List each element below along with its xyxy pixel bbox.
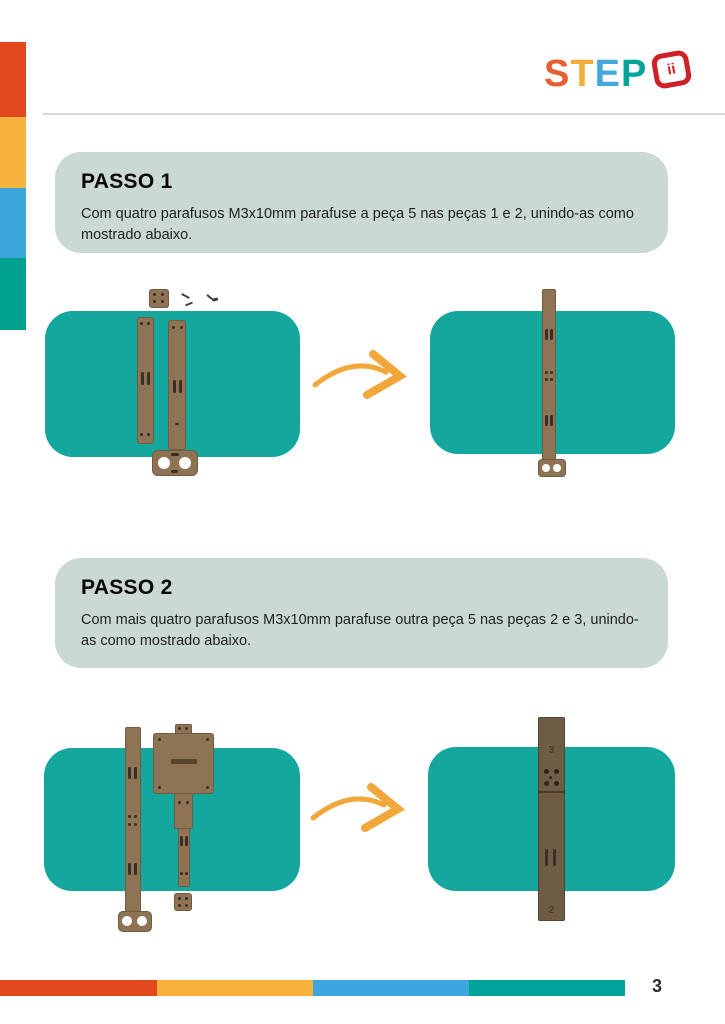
footer-accent-bar: [0, 980, 625, 996]
logo-letter: T: [570, 53, 595, 95]
header-divider: [43, 113, 725, 115]
left-accent-strip: [0, 42, 26, 330]
footer-block-orange: [0, 980, 157, 996]
piece-1-strip: [137, 317, 154, 444]
base-piece: [538, 459, 566, 477]
screw-icon: [212, 298, 218, 302]
assembled-strip-1-2: [125, 727, 141, 912]
page-number: 3: [652, 976, 663, 996]
logo-letter: E: [594, 53, 621, 95]
piece-number-label: 3: [548, 745, 555, 756]
accent-block-yellow: [0, 117, 26, 188]
passo-1-box: [55, 152, 668, 253]
passo-1-text: Com quatro parafusos M3x10mm parafuse a peça 5 nas peças 1 e 2, unindo-as como mostrado abaixo.: [81, 206, 634, 244]
piece-5-connector: [149, 289, 169, 308]
piece-2-strip: [168, 320, 186, 450]
screw-icon: [181, 293, 190, 299]
logo-letter: S: [544, 53, 571, 95]
passo-2-box: [55, 558, 668, 668]
passo-1-title: PASSO 1: [81, 170, 173, 193]
footer-block-teal: [469, 980, 625, 996]
arrow-right-icon: [310, 778, 406, 834]
logo-badge-icon: [651, 49, 694, 90]
piece-3-plate: [153, 733, 214, 794]
assembled-strip-side-view: [538, 717, 565, 921]
footer-block-yellow: [157, 980, 313, 996]
piece-3-strip: [178, 828, 190, 887]
piece-number-label: 2: [548, 905, 555, 916]
arrow-right-icon: [312, 345, 408, 401]
accent-block-teal: [0, 258, 26, 330]
step-logo: [544, 54, 690, 94]
screw-icon: [185, 302, 193, 307]
footer-block-blue: [313, 980, 469, 996]
logo-letter: P: [620, 53, 648, 95]
engraved-label: [171, 759, 197, 764]
accent-block-orange: [0, 42, 26, 117]
base-piece: [118, 911, 152, 932]
logo-badge-glyph: ii: [666, 60, 678, 79]
passo-2-title: PASSO 2: [81, 576, 173, 599]
piece-3-foot: [174, 893, 192, 911]
assembled-strip: [542, 289, 556, 461]
accent-block-blue: [0, 188, 26, 258]
piece-3-neck: [174, 793, 193, 829]
base-piece: [152, 450, 198, 476]
passo-2-text: Com mais quatro parafusos M3x10mm parafuse outra peça 5 nas peças 2 e 3, unindo-as como mostrado abaixo.: [81, 612, 639, 650]
